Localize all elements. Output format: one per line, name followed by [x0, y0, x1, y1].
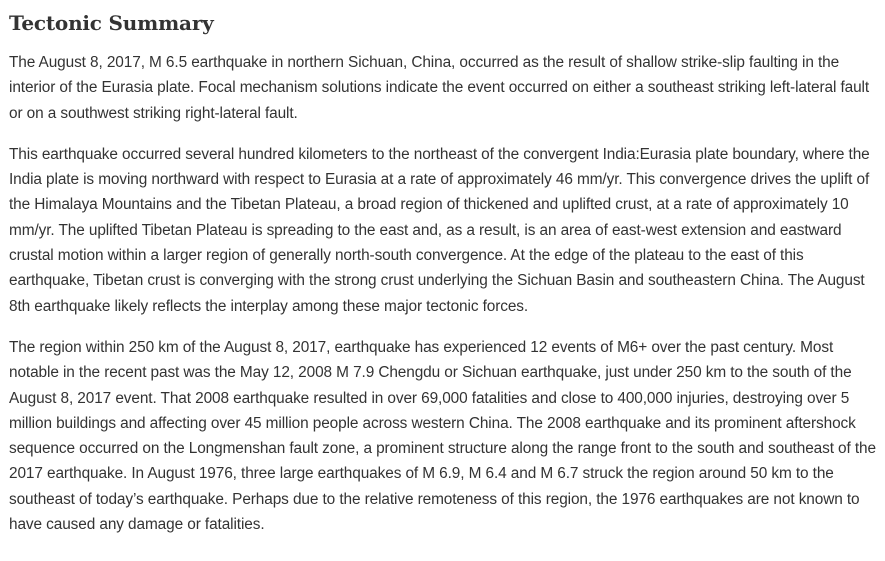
paragraph-event-description: The August 8, 2017, M 6.5 earthquake in northern Sichuan, China, occurred as the result of shallow strike-slip faulting in the interior of the Eurasia plate. Focal mechanism solutions indicate the event occurred on either a southeast striking left-lateral fault or on a southwest striking right-lateral fault.: [9, 54, 870, 122]
tectonic-summary-section: [9, 8, 877, 553]
section-title: Tectonic Summary: [9, 11, 214, 35]
paragraph-seismic-history: The region within 250 km of the August 8, 2017, earthquake has experienced 12 events of M6+ over the past century. Most notable in the recent past was the May 12, 2008 M 7.9 Chengdu or Sichuan earthquake, just under 250 km to the south of the August 8, 2017 event. That 2008 earthquake resulted in over 69,000 fatalities and close to 400,000 injuries, destroying over 5 million buildings and affecting over 45 million people across western China. The 2008 earthquake and its prominent aftershock sequence occurred on the Longmenshan fault zone, a prominent structure along the range front to the south and southeast of the 2017 earthquake. In August 1976, three large earthquakes of M 6.9, M 6.4 and M 6.7 struck the region around 50 km to the southeast of today’s earthquake. Perhaps due to the relative remoteness of this region, the 1976 earthquakes are not known to have caused any damage or fatalities.: [9, 338, 876, 534]
paragraph-plate-tectonics: This earthquake occurred several hundred kilometers to the northeast of the convergent India:Eurasia plate boundary, where the India plate is moving northward with respect to Eurasia at a rate of approximately 46 mm/yr. This convergence drives the uplift of the Himalaya Mountains and the Tibetan Plateau, a broad region of thickened and uplifted crust, at a rate of approximately 10 mm/yr. The uplifted Tibetan Plateau is spreading to the east and, as a result, is an area of east-west extension and eastward crustal motion within a larger region of generally north-south convergence. At the edge of the plateau to the east of this earthquake, Tibetan crust is converging with the strong crust underlying the Sichuan Basin and southeastern China. The August 8th earthquake likely reflects the interplay among these major tectonic forces.: [9, 145, 870, 315]
